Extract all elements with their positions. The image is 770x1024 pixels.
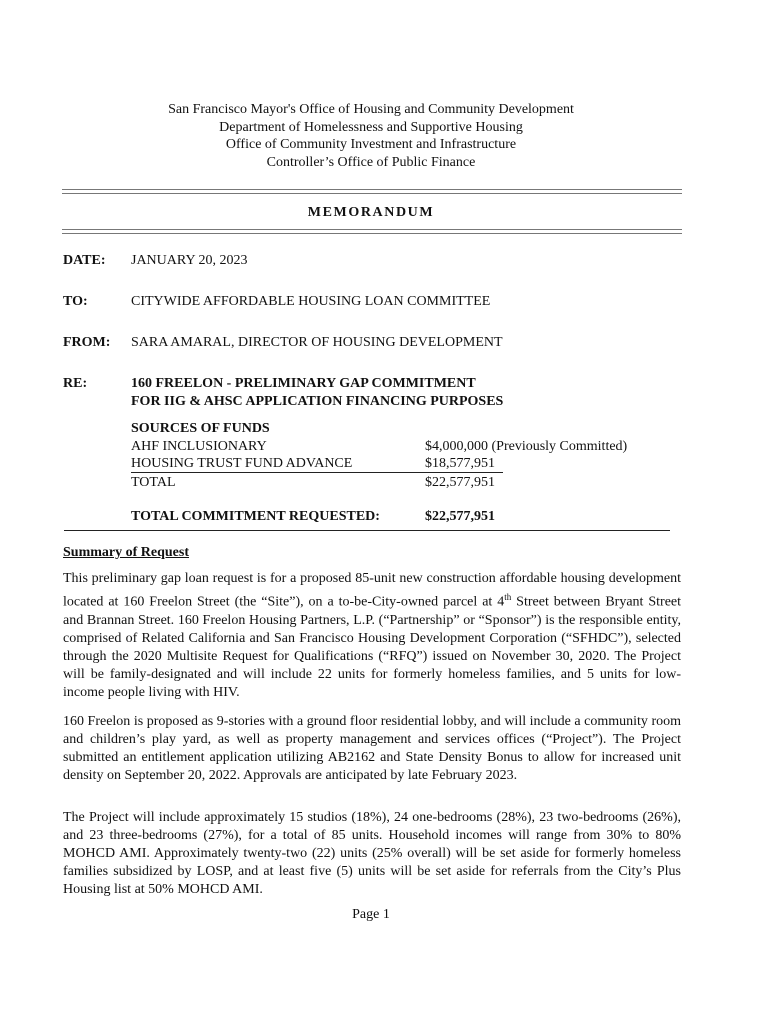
source-label: AHF INCLUSIONARY: [131, 438, 267, 454]
to-value: CITYWIDE AFFORDABLE HOUSING LOAN COMMITTEE: [131, 294, 491, 309]
source-row: [131, 455, 503, 473]
source-label: TOTAL: [131, 474, 176, 490]
top-divider: [62, 189, 682, 194]
page-number: Page 1: [352, 907, 390, 922]
title-divider: [62, 229, 682, 234]
source-row: [131, 474, 671, 492]
source-amount: $18,577,951: [425, 456, 495, 471]
date-value: JANUARY 20, 2023: [131, 253, 248, 268]
summary-paragraph-2: 160 Freelon is proposed as 9-stories with a ground floor residential lobby, and will include a community room and children’s play yard, as well as property management and services offices (“Project”). The Project submitted an entitlement application utilizing AB2162 and State Density Bonus to allow for increased unit density on September 20, 2022. Approvals are anticipated by late February 2023.: [63, 714, 681, 783]
letterhead: [0, 101, 742, 171]
re-line-2: FOR IIG & AHSC APPLICATION FINANCING PURPOSES: [131, 394, 504, 409]
date-label: DATE:: [63, 253, 106, 268]
sources-heading: SOURCES OF FUNDS: [131, 421, 270, 436]
paragraph-text: This preliminary gap loan request is for a proposed 85-unit new construction affordable housing development located at 160 Freelon Street (the “Site”), on a to-be-City-owned parcel at 4: [63, 571, 681, 610]
memo-title: MEMORANDUM: [307, 205, 435, 220]
source-row: [131, 438, 671, 456]
header-line-2: Department of Homelessness and Supportive Housing: [219, 119, 523, 135]
sources-divider: [64, 530, 670, 531]
paragraph-text: Street between Bryant Street and Brannan Street. 160 Freelon Housing Partners, L.P. (“Partnership” or “Sponsor”) is the responsible entity, comprised of Related California and San Francisco Housing Development Corporation (“SFHDC”), selected through the 2020 Multisite Request for Qualifications (“RFQ”) issued on November 30, 2020. The Project will be family-designated and will include 22 units for formerly homeless families, and 5 units for low-income people living with HIV.: [63, 594, 682, 700]
header-line-4: Controller’s Office of Public Finance: [266, 154, 476, 170]
source-amount: $4,000,000 (Previously Committed): [425, 438, 628, 454]
sources-of-funds: [131, 420, 671, 491]
summary-heading: Summary of Request: [63, 545, 189, 560]
ordinal-suffix: th: [504, 592, 512, 602]
source-amount: $22,577,951: [425, 474, 495, 490]
re-line-1: 160 FREELON - PRELIMINARY GAP COMMITMENT: [131, 376, 476, 391]
from-value: SARA AMARAL, DIRECTOR OF HOUSING DEVELOPMENT: [131, 335, 503, 350]
total-requested-amount: $22,577,951: [425, 509, 495, 524]
header-line-1: San Francisco Mayor's Office of Housing and Community Development: [168, 102, 574, 117]
summary-paragraph-3: The Project will include approximately 15 studios (18%), 24 one-bedrooms (28%), 23 two-bedrooms (26%), and 23 three-bedrooms (27%), for a total of 85 units. Household incomes will range from 30% to 80% MOHCD AMI. Approximately twenty-two (22) units (25% overall) will be set aside for formerly homeless families subsidized by LOSP, and at least five (5) units will be set aside for referrals from the City’s Plus Housing list at 50% MOHCD AMI.: [63, 810, 681, 897]
total-requested-label: TOTAL COMMITMENT REQUESTED:: [131, 509, 380, 524]
source-label: HOUSING TRUST FUND ADVANCE: [131, 456, 353, 471]
header-line-3: Office of Community Investment and Infrastructure: [225, 137, 517, 152]
from-label: FROM:: [63, 335, 111, 350]
to-label: TO:: [63, 294, 88, 309]
re-label: RE:: [63, 376, 88, 391]
summary-paragraph-1: [63, 570, 681, 702]
